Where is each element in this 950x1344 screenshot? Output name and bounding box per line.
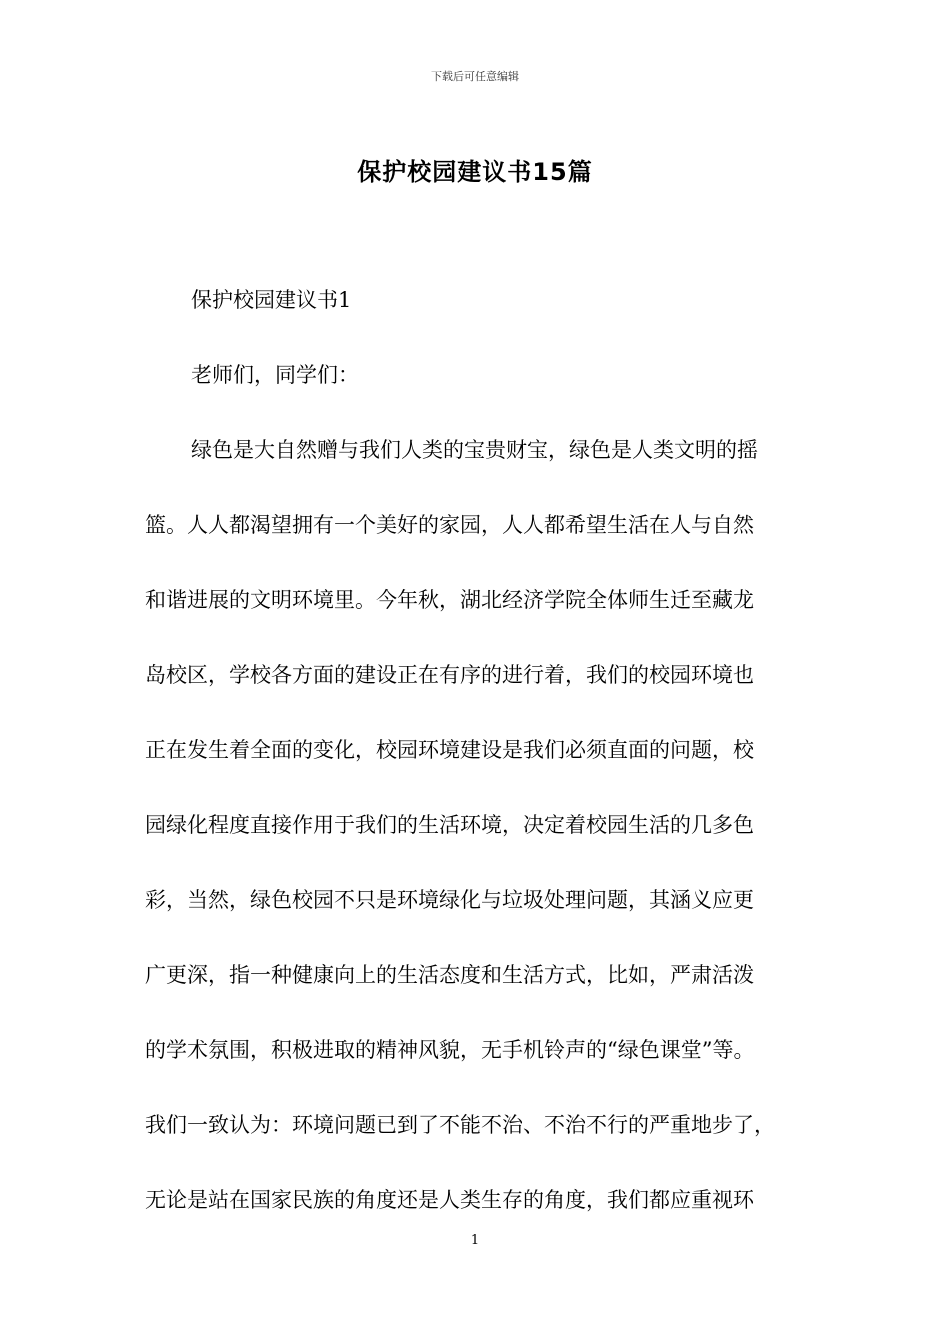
paragraph-line: 无论是站在国家民族的角度还是人类生存的角度，我们都应重视环 [145, 1188, 754, 1212]
document-title: 保护校园建议书15篇 [357, 158, 593, 186]
paragraph-line: 园绿化程度直接作用于我们的生活环境，决定着校园生活的几多色 [145, 813, 754, 837]
paragraph-line: 和谐进展的文明环境里。今年秋，湖北经济学院全体师生迁至藏龙 [145, 588, 754, 612]
paragraph-line: 篮。人人都渴望拥有一个美好的家园，人人都希望生活在人与自然 [145, 513, 754, 537]
paragraph-line: 的学术氛围，积极进取的精神风貌，无手机铃声的“绿色课堂”等。 [145, 1038, 755, 1062]
salutation: 老师们，同学们： [191, 363, 359, 387]
page-number: 1 [470, 1233, 480, 1248]
header-note: 下载后可任意编辑 [431, 70, 519, 83]
document-body [145, 280, 825, 1255]
paragraph-line: 岛校区，学校各方面的建设正在有序的进行着，我们的校园环境也 [145, 663, 754, 687]
paragraph-line: 我们一致认为：环境问题已到了不能不治、不治不行的严重地步了， [145, 1113, 775, 1137]
section-heading: 保护校园建议书1 [191, 288, 352, 312]
paragraph-line: 正在发生着全面的变化，校园环境建设是我们必须直面的问题，校 [145, 738, 754, 762]
paragraph-line: 绿色是大自然赠与我们人类的宝贵财宝，绿色是人类文明的摇 [191, 438, 758, 462]
paragraph-line: 彩，当然，绿色校园不只是环境绿化与垃圾处理问题，其涵义应更 [145, 888, 754, 912]
paragraph-line: 广更深，指一种健康向上的生活态度和生活方式，比如，严肃活泼 [145, 963, 754, 987]
